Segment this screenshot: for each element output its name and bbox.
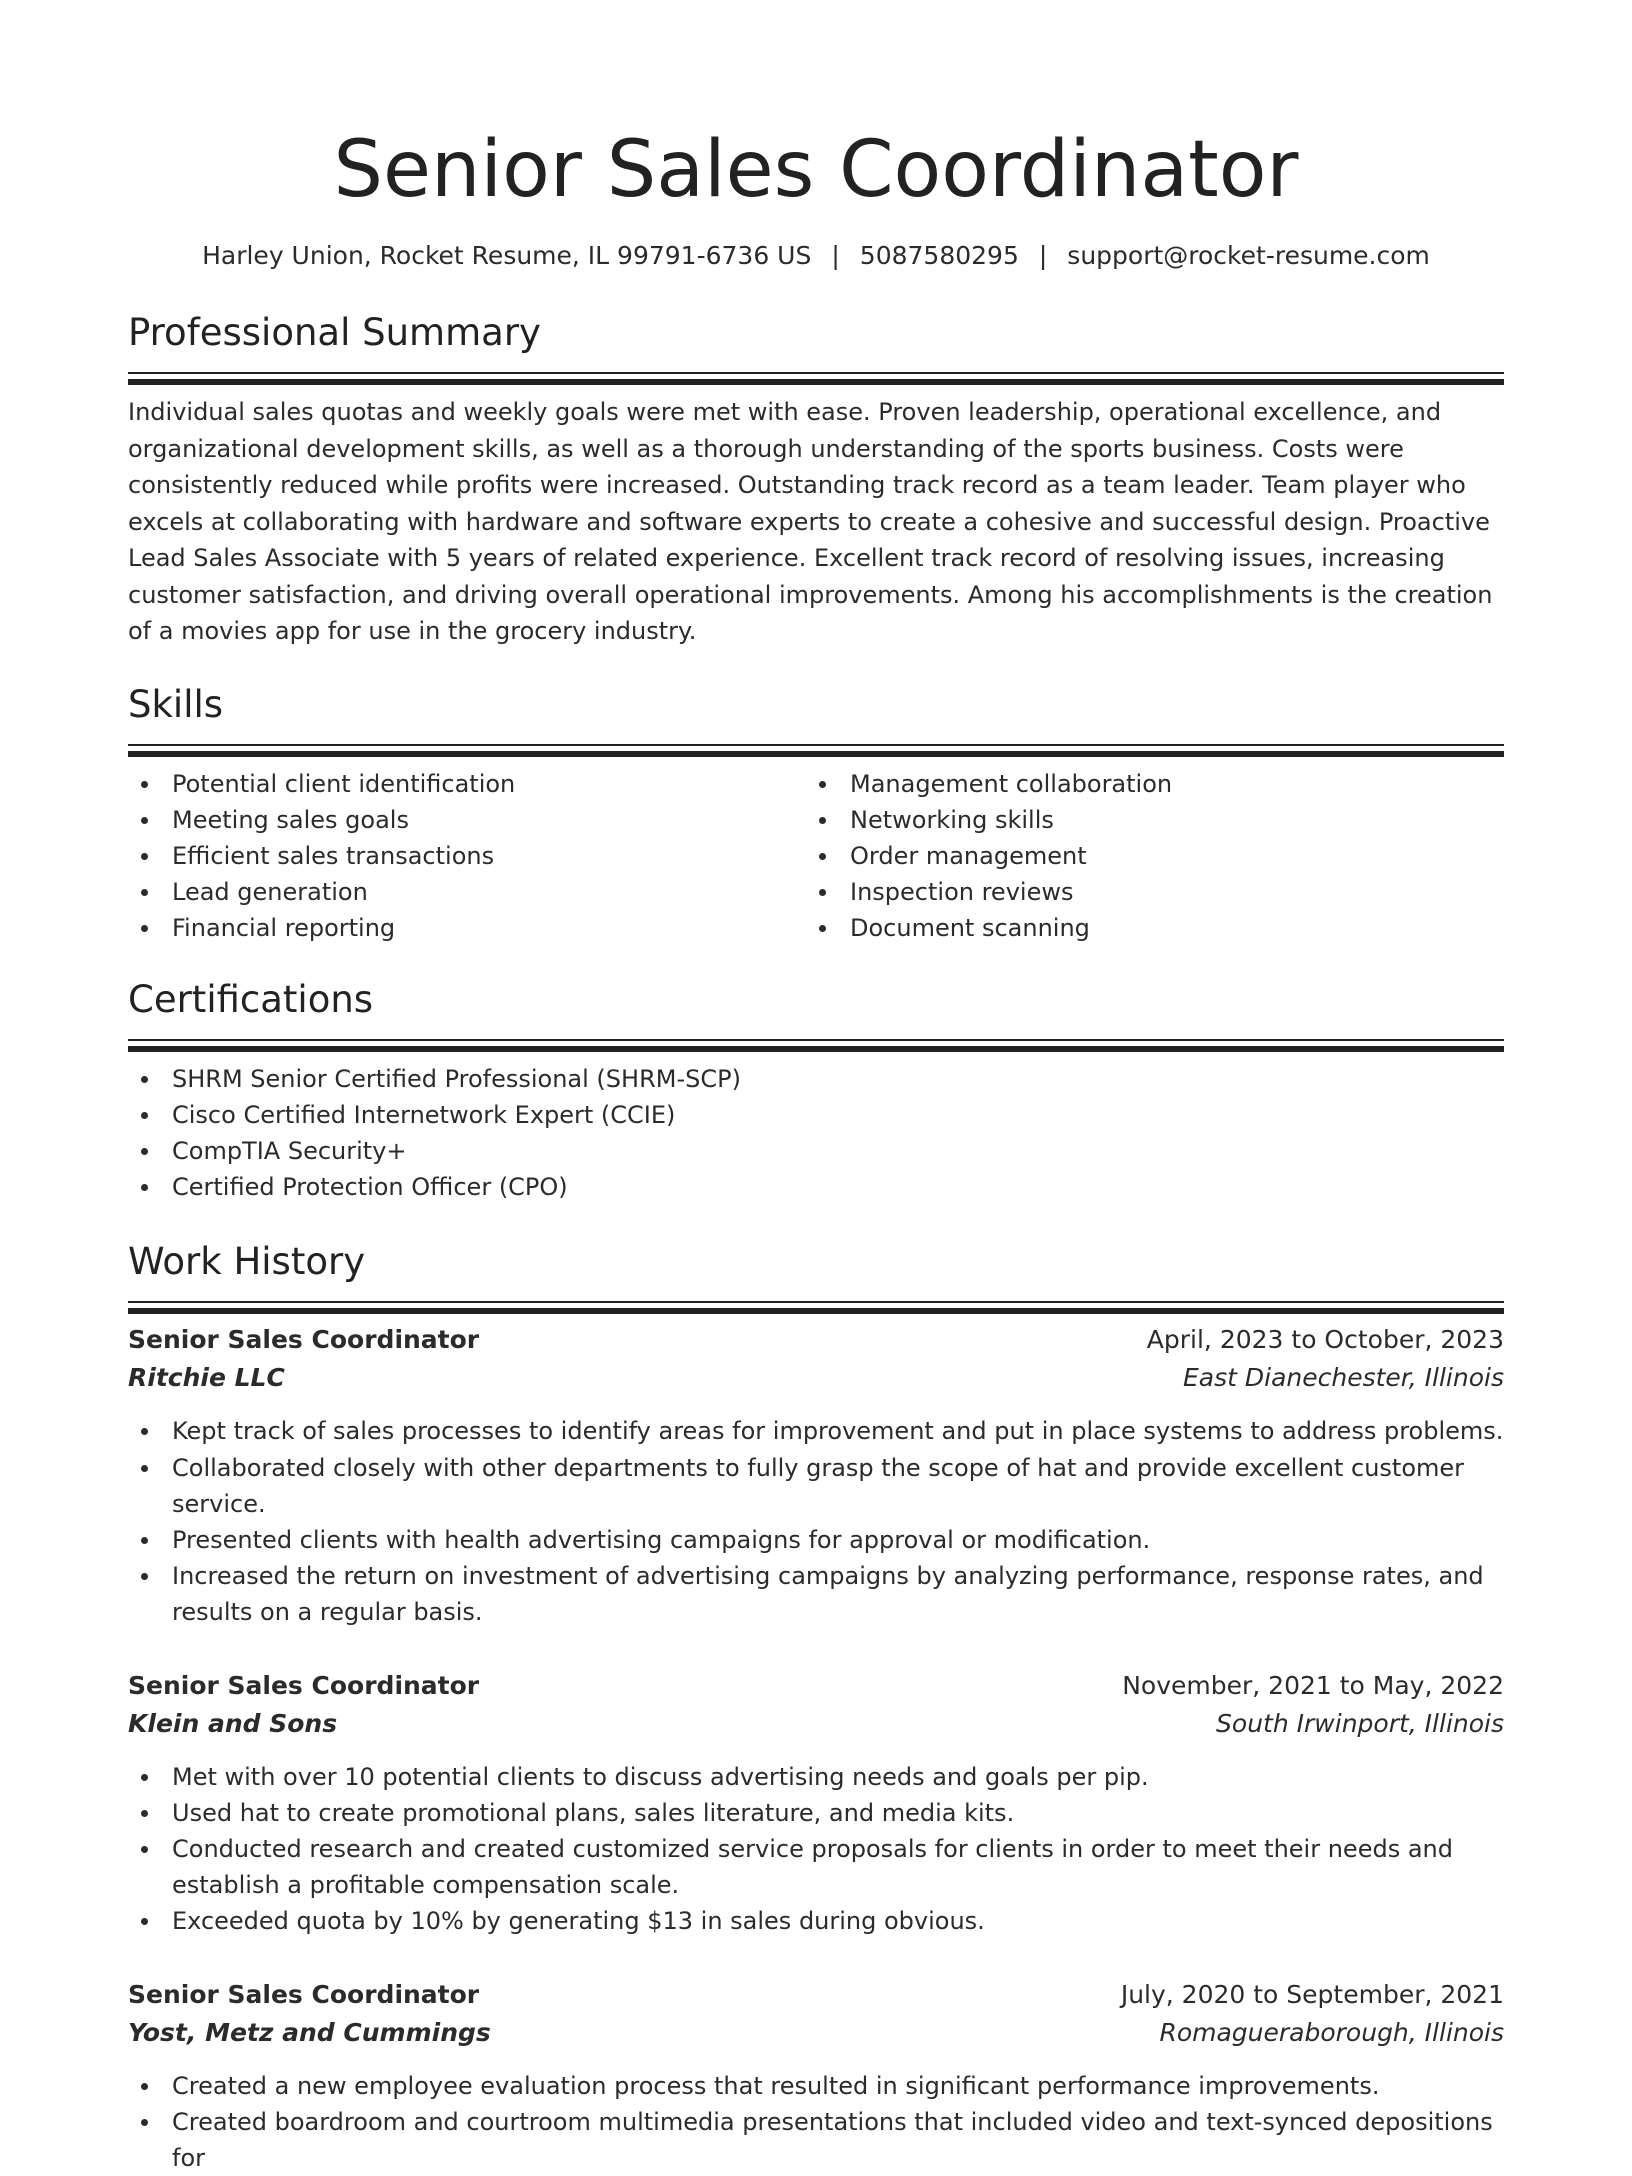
- job-entry: [128, 1321, 1504, 1630]
- skill-item: Potential client identification: [128, 766, 806, 802]
- skills-section: [128, 680, 1504, 947]
- skill-item: Lead generation: [128, 874, 806, 910]
- summary-section: [128, 308, 1504, 650]
- job-bullet: Met with over 10 potential clients to discuss advertising needs and goals per pip.: [128, 1759, 1504, 1795]
- certification-item: Certified Protection Officer (CPO): [128, 1169, 1504, 1205]
- skills-column-left: [128, 766, 806, 947]
- certification-item: SHRM Senior Certified Professional (SHRM-SCP): [128, 1061, 1504, 1097]
- job-bullet: Kept track of sales processes to identify areas for improvement and put in place systems to address problems.: [128, 1413, 1504, 1449]
- skill-item: Management collaboration: [806, 766, 1484, 802]
- contact-separator: |: [1038, 241, 1048, 270]
- job-bullet: Used hat to create promotional plans, sales literature, and media kits.: [128, 1795, 1504, 1831]
- job-location: East Dianechester, Illinois: [1182, 1363, 1504, 1393]
- job-bullet: Created boardroom and courtroom multimedia presentations that included video and text-synced depositions for: [128, 2104, 1504, 2176]
- skill-item: Order management: [806, 838, 1484, 874]
- contact-address: Harley Union, Rocket Resume, IL 99791-6736 US: [202, 241, 812, 270]
- job-bullet: Created a new employee evaluation process that resulted in significant performance improvements.: [128, 2068, 1504, 2104]
- section-divider: [128, 372, 1504, 374]
- job-company: Klein and Sons: [128, 1708, 338, 1738]
- contact-phone: 5087580295: [859, 241, 1019, 270]
- section-divider: [128, 1301, 1504, 1303]
- resume-name: Senior Sales Coordinator: [333, 125, 1299, 215]
- skill-item: Financial reporting: [128, 910, 806, 946]
- job-company: Yost, Metz and Cummings: [128, 2017, 491, 2047]
- skill-item: Document scanning: [806, 910, 1484, 946]
- skill-item: Meeting sales goals: [128, 802, 806, 838]
- certification-item: CompTIA Security+: [128, 1133, 1504, 1169]
- job-bullet: Presented clients with health advertising campaigns for approval or modification.: [128, 1522, 1504, 1558]
- certification-item: Cisco Certified Internetwork Expert (CCIE): [128, 1097, 1504, 1133]
- work-history-title: Work History: [128, 1240, 366, 1284]
- work-history-section: [128, 1237, 1504, 2176]
- skill-item: Inspection reviews: [806, 874, 1484, 910]
- skill-item: Efficient sales transactions: [128, 838, 806, 874]
- resume-page: [128, 0, 1504, 2176]
- job-company: Ritchie LLC: [128, 1363, 285, 1393]
- certifications-title: Certifications: [128, 977, 374, 1021]
- contact-line: [128, 238, 1504, 274]
- section-divider: [128, 1039, 1504, 1041]
- job-location: South Irwinport, Illinois: [1216, 1708, 1504, 1738]
- summary-title: Professional Summary: [128, 311, 541, 354]
- job-bullet: Increased the return on investment of advertising campaigns by analyzing performance, response rates, and results on a regular basis.: [128, 1558, 1504, 1630]
- skill-item: Networking skills: [806, 802, 1484, 838]
- skills-column-right: [806, 766, 1484, 947]
- job-title: Senior Sales Coordinator: [128, 1670, 480, 1700]
- skills-title: Skills: [128, 682, 224, 726]
- contact-separator: |: [831, 241, 840, 270]
- contact-email: support@rocket-resume.com: [1067, 241, 1430, 270]
- job-bullet: Collaborated closely with other departments to fully grasp the scope of hat and provide excellent customer service.: [128, 1450, 1504, 1522]
- job-dates: November, 2021 to May, 2022: [1122, 1670, 1504, 1700]
- job-title: Senior Sales Coordinator: [128, 1979, 480, 2009]
- job-dates: April, 2023 to October, 2023: [1146, 1325, 1504, 1355]
- job-bullet: Conducted research and created customized service proposals for clients in order to meet their needs and establish a profitable compensation scale.: [128, 1831, 1504, 1903]
- job-bullet: Exceeded quota by 10% by generating $13 in sales during obvious.: [128, 1903, 1504, 1939]
- section-divider: [128, 744, 1504, 746]
- job-entry: [128, 1976, 1504, 2176]
- job-title: Senior Sales Coordinator: [128, 1325, 480, 1355]
- summary-text: Individual sales quotas and weekly goals were met with ease. Proven leadership, operational excellence, and organizational development skills, as well as a thorough understanding of the sports business. Costs were consistently reduced while profits were increased. Outstanding track record as a team leader. Team player who excels at collaborating with hardware and software experts to create a cohesive and successful design. Proactive Lead Sales Associate with 5 years of related experience. Excellent track record of resolving issues, increasing customer satisfaction, and driving overall operational improvements. Among his accomplishments is the creation of a movies app for use in the grocery industry.: [128, 398, 1493, 645]
- job-entry: [128, 1667, 1504, 1940]
- job-dates: July, 2020 to September, 2021: [1120, 1979, 1504, 2009]
- certifications-section: [128, 975, 1504, 1206]
- job-location: Romagueraborough, Illinois: [1159, 2017, 1504, 2047]
- skills-grid: [128, 766, 1504, 947]
